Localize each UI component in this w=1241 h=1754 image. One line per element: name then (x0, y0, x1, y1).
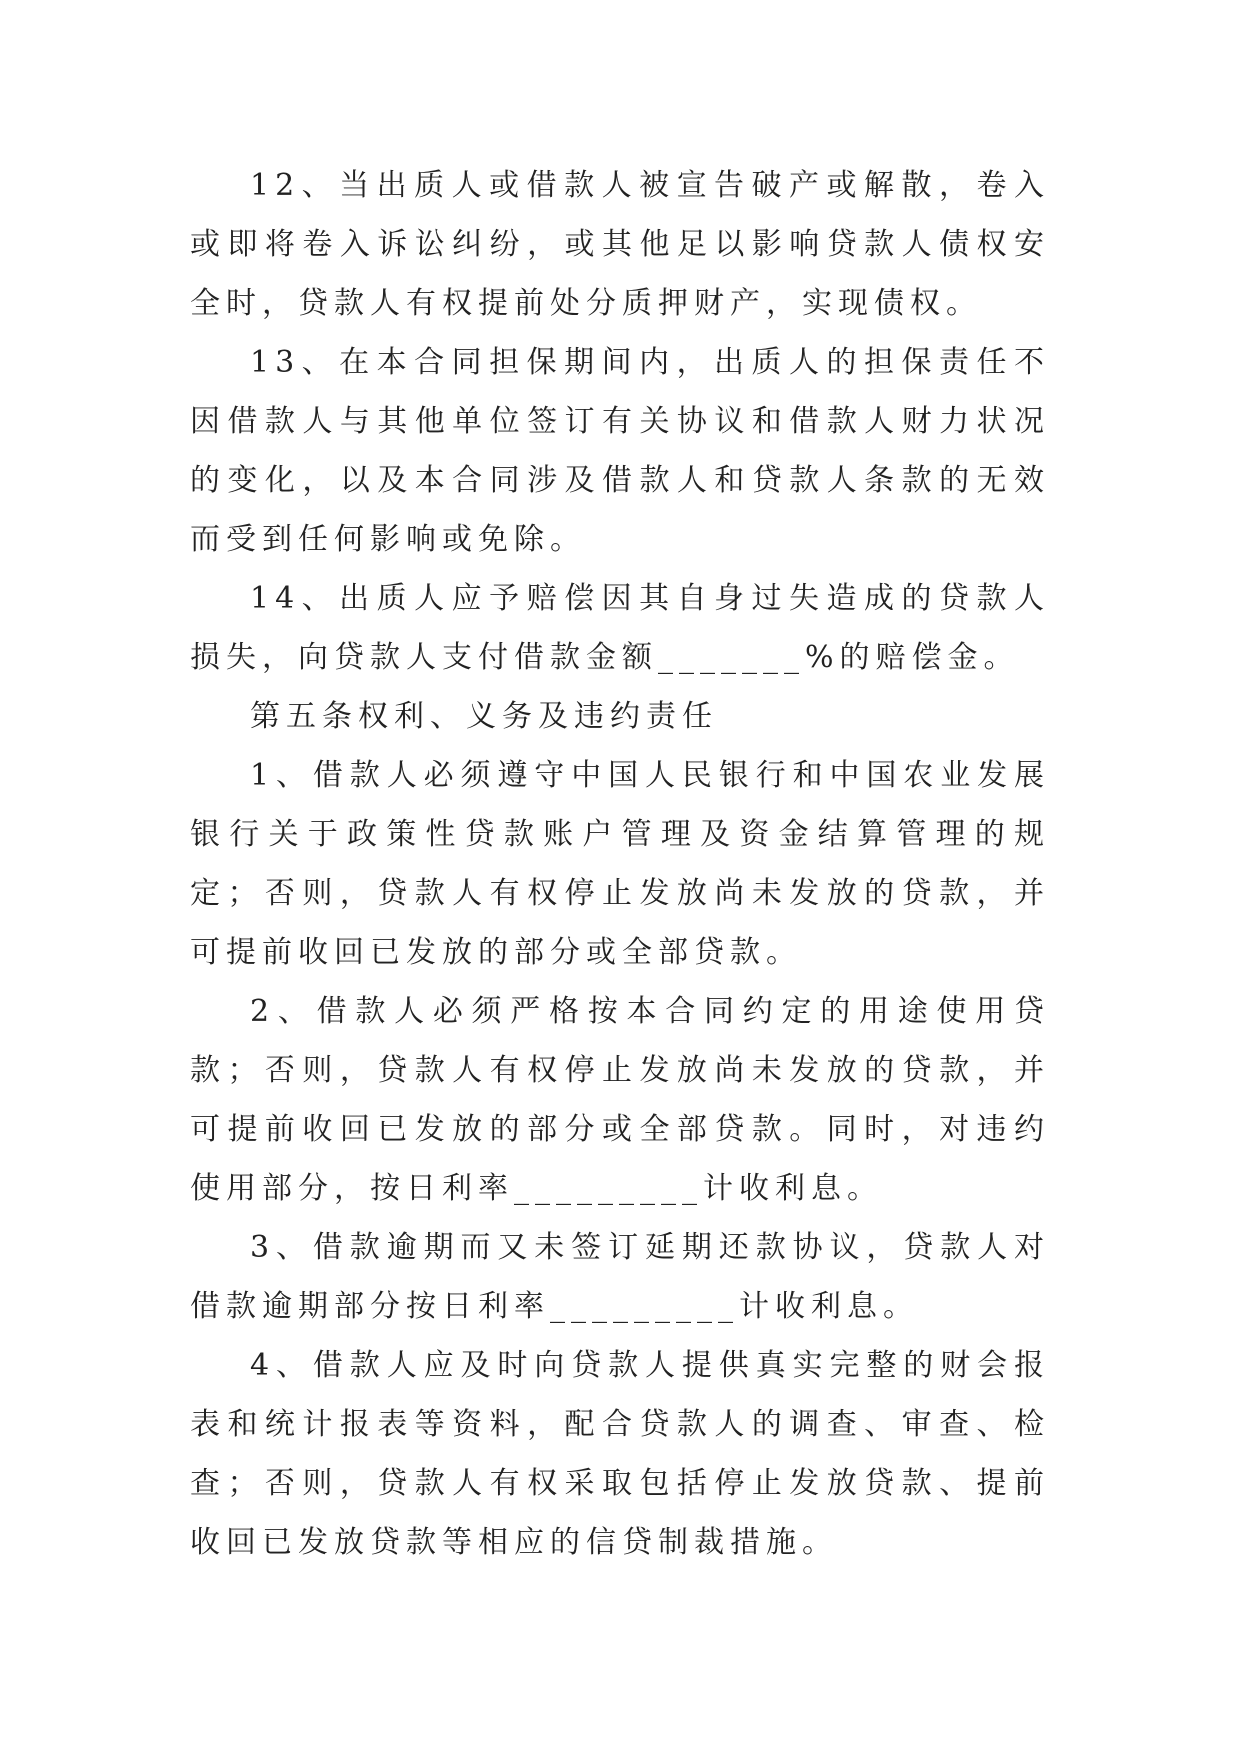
article-5-heading: 第五条权利、义务及违约责任 (250, 699, 718, 734)
article-5-clause-2-paragraph: 2、借款人必须严格按本合同约定的用途使用贷款；否则，贷款人有权停止发放尚未发放的贷款，并可提前收回已发放的部分或全部贷款。同时，对违约使用部分，按日利率_________计收利息。 (190, 994, 1050, 1206)
article-5-clause-1-paragraph: 1、借款人必须遵守中国人民银行和中国农业发展银行关于政策性贷款账户管理及资金结算管理的规定；否则，贷款人有权停止发放尚未发放的贷款，并可提前收回已发放的部分或全部贷款。 (190, 758, 1050, 970)
clause-12-paragraph: 12、当出质人或借款人被宣告破产或解散，卷入或即将卷入诉讼纠纷，或其他足以影响贷款人债权安全时，贷款人有权提前处分质押财产，实现债权。 (190, 168, 1050, 321)
clause-13-paragraph: 13、在本合同担保期间内，出质人的担保责任不因借款人与其他单位签订有关协议和借款人财力状况的变化，以及本合同涉及借款人和贷款人条款的无效而受到任何影响或免除。 (190, 345, 1050, 557)
document-body (190, 156, 1050, 1572)
article-5-clause-3-paragraph: 3、借款逾期而又未签订延期还款协议，贷款人对借款逾期部分按日利率_________计收利息。 (190, 1230, 1050, 1324)
article-5-clause-4-paragraph: 4、借款人应及时向贷款人提供真实完整的财会报表和统计报表等资料，配合贷款人的调查、审查、检查；否则，贷款人有权采取包括停止发放贷款、提前收回已发放贷款等相应的信贷制裁措施。 (190, 1348, 1050, 1560)
clause-14-paragraph: 14、出质人应予赔偿因其自身过失造成的贷款人损失，向贷款人支付借款金额_______%的赔偿金。 (190, 581, 1050, 675)
